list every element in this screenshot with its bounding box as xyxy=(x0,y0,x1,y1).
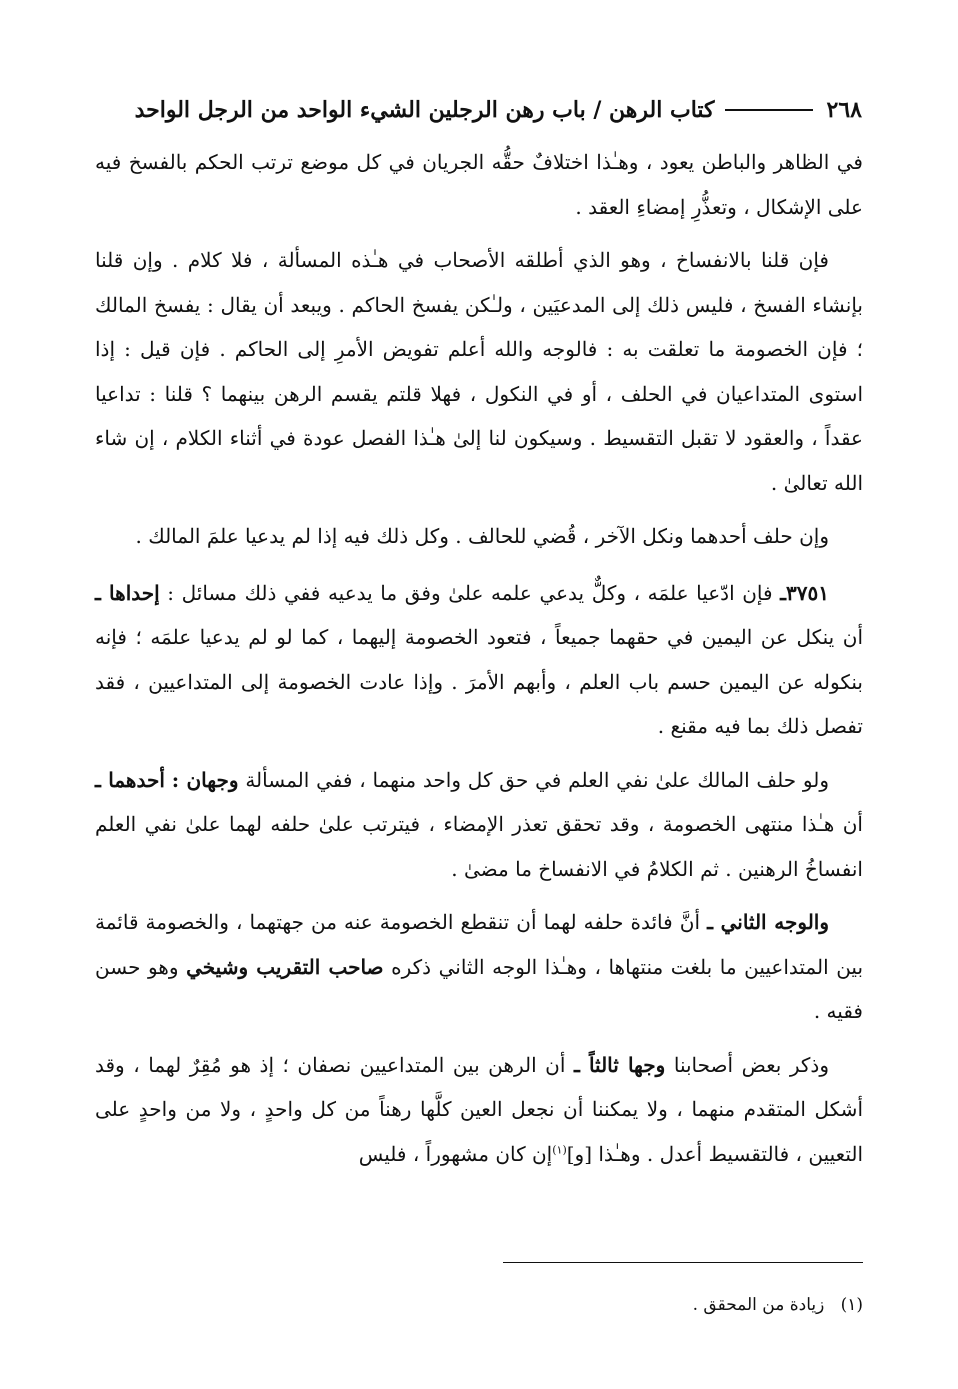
header-rule xyxy=(725,109,813,111)
third-view-lead: وذكر بعض أصحابنا xyxy=(673,1052,829,1077)
paragraph-2: فإن قلنا بالانفساخ ، وهو الذي أطلقه الأصحاب في هـٰذه المسألة ، فلا كلام . وإن قلنا بإنشاء الفسخ ، فليس ذلك إلى المدعيَين ، ولـٰكن يفسخ الحاكم . ويبعد أن يقال : يفسخ المالك ؛ فإن الخصومة ما تعلقت به : فالوجه والله أعلم تفويض الأمرِ إلى الحاكم . فإن قيل : إذا استوى المتداعيان في الحلف ، أو في النكول ، فهلا قلتم يقسم الرهن بينهما ؟ قلنا : تداعيا عقداً ، والعقود لا تقبل التقسيط . وسيكون لنا إلىٰ هـٰذا الفصل عودة في أثناء الكلام ، إن شاء الله تعالىٰ . xyxy=(95,248,863,495)
second-view-label: والوجه الثاني ـ xyxy=(707,910,830,934)
paragraph-second-view xyxy=(95,900,863,1034)
footnote-text: زيادة من المحقق . xyxy=(692,1295,825,1315)
second-view-source: صاحب التقريب وشيخي xyxy=(186,954,384,979)
third-view-text: أن الرهن بين المتداعيين نصفان ؛ إذ هو مُقِرٌ لهما ، وقد أشكل المتقدم منهما ، ولا يمكننا أن نجعل العين كلَّها رهناً من كل واحدٍ ، ولا من واحدٍ على التعيين ، فالتقسيط أعدل . وهـٰذا [و] xyxy=(95,1052,863,1166)
second-view-text: أنَّ فائدة حلفه لهما أن تنقطع الخصومة عنه من جهتهما ، والخصومة قائمة بين المتداعيين ما بلغت منتهاها ، وهـٰذا الوجه الثاني ذكره xyxy=(95,910,864,979)
first-view-text: أن هـٰذا منتهى الخصومة ، وقد تحقق تعذر الإمضاء ، فيترتب علىٰ حلفه لهما علىٰ نفي العلم انفساخُ الرهنين . ثم الكلامُ في الانفساخ ما مضىٰ . xyxy=(95,812,863,881)
footnote-marker: (١) xyxy=(840,1295,863,1315)
two-views-label: وجهان : xyxy=(171,767,239,792)
section-intro: فإن ادّعيا علمَه ، وكلٌّ يدعي علمه علىٰ وفق ما يدعيه ففي ذلك مسائل : xyxy=(167,580,773,605)
first-issue-label: إحداها ـ xyxy=(95,580,160,605)
paragraph-1: في الظاهر والباطن يعود ، وهـٰذا اختلافٌ حقُّه الجريان في كل موضع ترتب الحكم بالفسخ فيه على الإشكال ، وتعذُّرِ إمضاءِ العقد . xyxy=(95,150,863,219)
header-title: كتاب الرهن / باب رهن الرجلين الشيء الواحد من الرجل الواحد xyxy=(134,97,715,123)
oath-text: ولو حلف المالك علىٰ نفي العلم في حق كل واحد منهما ، ففي المسألة xyxy=(245,767,830,792)
section-number: ٣٧٥١ـ xyxy=(780,580,829,605)
third-view-label: وجها ثالثاً ـ xyxy=(573,1052,666,1077)
footnote xyxy=(95,1290,863,1320)
paragraph-oath xyxy=(95,758,863,892)
running-header xyxy=(96,92,862,128)
page-number: ٢٦٨ xyxy=(826,97,862,123)
page-body xyxy=(95,140,863,1176)
paragraph-3: وإن حلف أحدهما ونكل الآخر ، قُضي للحالف . وكل ذلك فيه إذا لم يدعيا علمَ المالك . xyxy=(135,524,829,548)
third-view-end: إن كان مشهوراً ، فليس xyxy=(358,1141,553,1166)
first-issue-text: أن ينكل عن اليمين في حقهما جميعاً ، فتعود الخصومة إليهما ، كما لو لم يدعيا علمَه ؛ فإنه بنكوله عن اليمين حسم باب العلم ، وأبهم الأمرَ . وإذا عادت الخصومة إلى المتداعيين ، فقد تفصل ذلك بما فيه مقنع . xyxy=(95,625,863,738)
section-3751 xyxy=(95,571,863,749)
footnote-rule xyxy=(503,1262,863,1263)
second-view-tail: وهو حسن فقيه . xyxy=(95,954,863,1023)
footnote-ref[interactable]: (١) xyxy=(552,1142,567,1156)
first-view-label: أحدهما ـ xyxy=(95,767,165,792)
paragraph-third-view xyxy=(95,1043,863,1177)
